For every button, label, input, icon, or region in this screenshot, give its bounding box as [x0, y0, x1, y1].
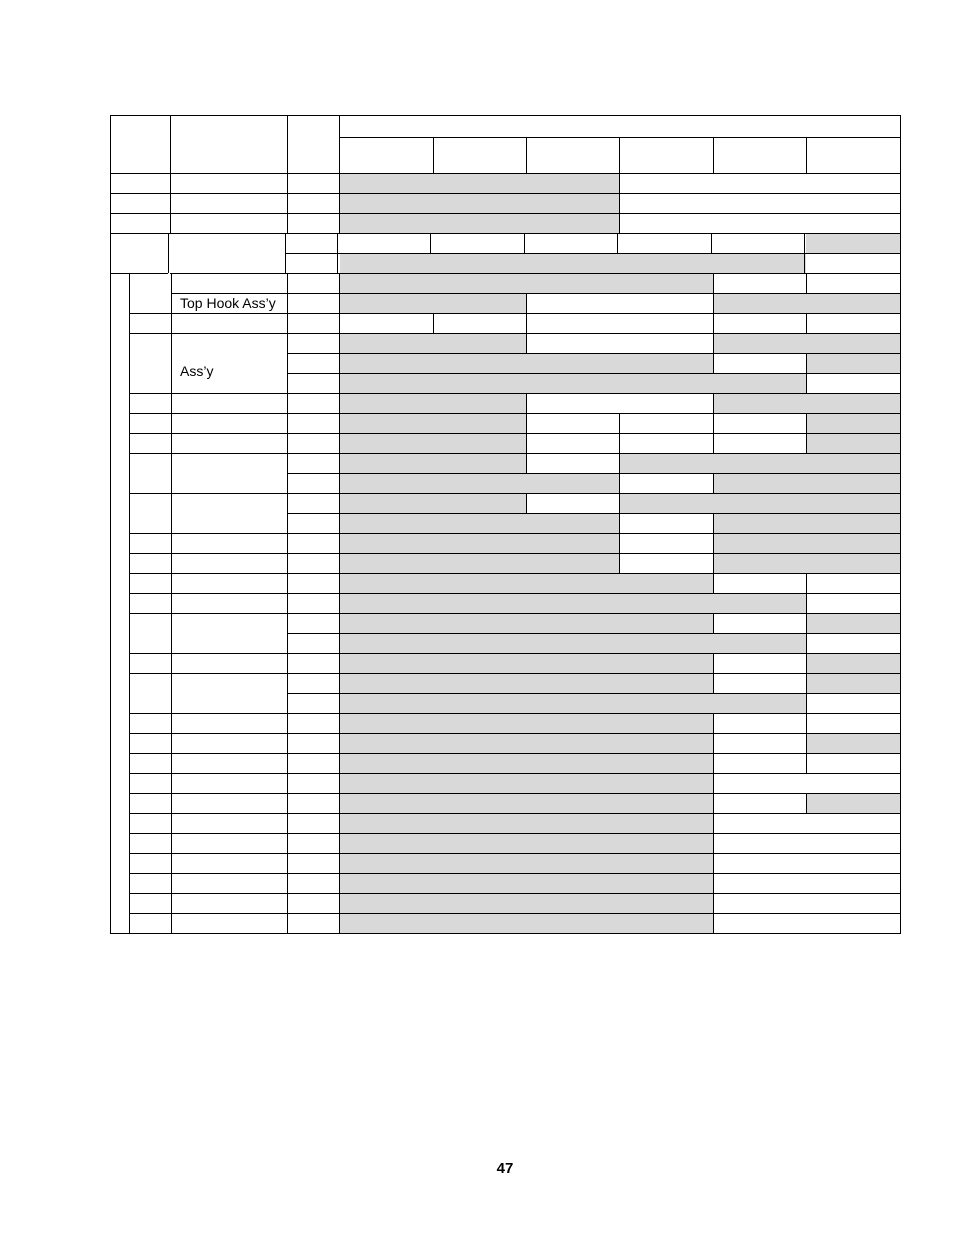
- shaded-cell: [806, 354, 900, 373]
- shaded-cell: [340, 494, 526, 513]
- shaded-cell: [340, 574, 713, 593]
- shaded-cell: [340, 374, 806, 393]
- shaded-cell: [340, 214, 619, 233]
- shaded-cell: [340, 754, 713, 773]
- shaded-cell: [340, 274, 713, 293]
- shaded-cell: [340, 334, 526, 353]
- shaded-cell: [340, 194, 619, 213]
- shaded-cell: [340, 894, 713, 913]
- shaded-cell: [713, 394, 900, 413]
- shaded-cell: [340, 414, 526, 433]
- shaded-cell: [340, 674, 713, 693]
- shaded-cell: [340, 874, 713, 893]
- shaded-cell: [713, 334, 900, 353]
- shaded-cell: [713, 294, 900, 313]
- shaded-cell: [340, 174, 619, 193]
- top-hook-assembly-label: Top Hook Ass’y: [180, 295, 276, 311]
- shaded-cell: [806, 614, 900, 633]
- shaded-cell: [806, 674, 900, 693]
- shaded-cell: [619, 494, 900, 513]
- shaded-cell: [806, 234, 900, 253]
- shaded-cell: [340, 794, 713, 813]
- shaded-cell: [806, 734, 900, 753]
- shaded-cell: [340, 514, 619, 533]
- shaded-cell: [340, 774, 713, 793]
- shaded-cell: [340, 594, 806, 613]
- shaded-cell: [340, 634, 806, 653]
- shaded-cell: [340, 394, 526, 413]
- shaded-cell: [713, 554, 900, 573]
- shaded-cell: [713, 514, 900, 533]
- shaded-cell: [340, 854, 713, 873]
- shaded-cell: [340, 654, 713, 673]
- shaded-cell: [340, 454, 526, 473]
- shaded-cell: [713, 474, 900, 493]
- shaded-cell: [340, 554, 619, 573]
- shaded-cell: [340, 534, 619, 553]
- page-number: 47: [496, 1160, 514, 1177]
- shaded-cell: [340, 714, 713, 733]
- shaded-cell: [340, 914, 713, 933]
- shaded-cell: [340, 254, 806, 273]
- shaded-cell: [806, 794, 900, 813]
- shaded-cell: [340, 834, 713, 853]
- shaded-cell: [340, 474, 619, 493]
- shaded-cell: [806, 434, 900, 453]
- shaded-cell: [340, 734, 713, 753]
- shaded-cell: [340, 354, 713, 373]
- shaded-cell: [340, 694, 806, 713]
- assembly-label: Ass’y: [180, 363, 214, 379]
- shaded-cell: [713, 534, 900, 553]
- shaded-cell: [340, 294, 526, 313]
- shaded-cell: [619, 454, 900, 473]
- shaded-cell: [340, 434, 526, 453]
- shaded-cell: [806, 654, 900, 673]
- shaded-cell: [806, 414, 900, 433]
- shaded-cell: [340, 614, 713, 633]
- shaded-cell: [340, 814, 713, 833]
